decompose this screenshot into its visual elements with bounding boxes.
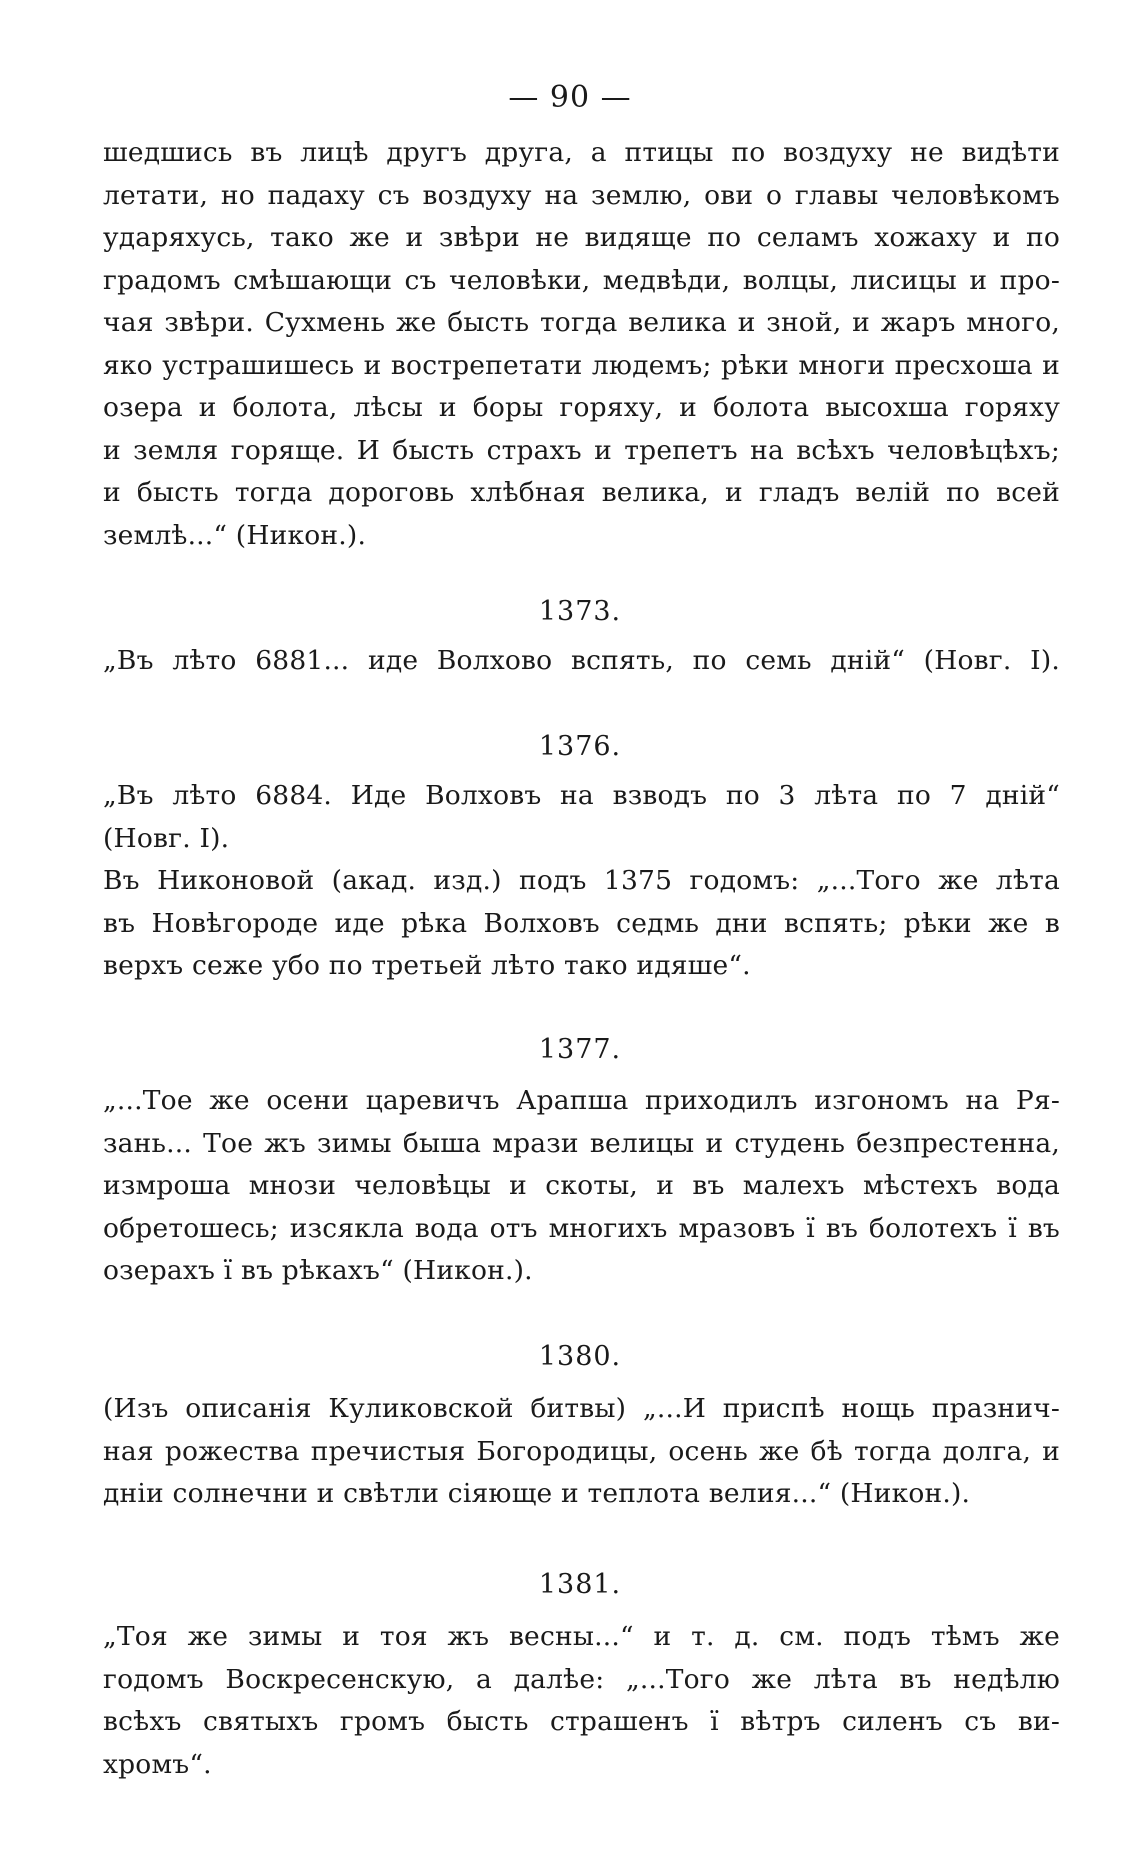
- text-line: ударяхусь, тако же и звѣри не видяще по селамъ хожаху и по: [103, 222, 1060, 253]
- year-heading-1373: 1373.: [538, 596, 622, 627]
- text-line: озера и болота, лѣсы и боры горяху, и болота высохша горяху: [103, 392, 1060, 423]
- year-heading-1376: 1376.: [538, 731, 622, 762]
- text-line: „Тоя же зимы и тоя жъ весны...“ и т. д. см. подъ тѣмъ же: [103, 1621, 1060, 1652]
- text-line: шедшись въ лицѣ другъ друга, а птицы по воздуху не видѣти: [103, 137, 1060, 168]
- paragraph-1373: [103, 640, 1060, 683]
- text-line: озерахъ ї въ рѣкахъ“ (Никон.).: [103, 1255, 533, 1286]
- text-line: Въ Никоновой (акад. изд.) подъ 1375 годомъ: „...Того же лѣта: [103, 865, 1060, 896]
- text-line: яко устрашишесь и вострепетати людемъ; рѣки многи пресхоша и: [103, 349, 1060, 381]
- paragraph-continuation: [103, 132, 1060, 557]
- text-line: „...Тое же осени царевичъ Арапша приходилъ изгономъ на Ря-: [103, 1085, 1060, 1116]
- page-number: — 90 —: [508, 80, 632, 115]
- text-line: годомъ Воскресенскую, а далѣе: „...Того же лѣта въ недѣлю: [103, 1663, 1060, 1695]
- text-line: „Въ лѣто 6881... иде Волхово вспять, по семь дній“ (Новг. I).: [103, 645, 1060, 676]
- text-line: хромъ“.: [103, 1748, 212, 1780]
- text-line: чая звѣри. Сухмень же бысть тогда велика и зной, и жаръ много,: [103, 307, 1060, 338]
- text-line: верхъ сеже убо по третьей лѣто тако идяше“.: [103, 950, 751, 981]
- text-line: (Новг. I).: [103, 822, 230, 854]
- text-line: всѣхъ святыхъ громъ бысть страшенъ ї вѣтръ силенъ съ ви-: [103, 1706, 1060, 1737]
- year-heading-1377: 1377.: [538, 1034, 622, 1065]
- text-line: въ Новѣгороде иде рѣка Волховъ седмь дни вспять; рѣки же в: [103, 907, 1060, 939]
- text-line: (Изъ описанія Куликовской битвы) „...И приспѣ нощь празнич-: [103, 1393, 1060, 1424]
- year-heading-1380: 1380.: [538, 1341, 622, 1372]
- text-line: землѣ...“ (Никон.).: [103, 519, 367, 551]
- paragraph-1376: [103, 775, 1060, 988]
- text-line: зань... Тое жъ зимы быша мрази велицы и студень безпрестенна,: [103, 1127, 1060, 1159]
- text-line: градомъ смѣшающи съ человѣки, медвѣди, волцы, лисицы и про-: [103, 264, 1060, 296]
- text-line: и земля горяще. И бысть страхъ и трепетъ на всѣхъ человѣцѣхъ;: [103, 434, 1060, 466]
- text-line: обретошесь; изсякла вода отъ многихъ мразовъ ї въ болотехъ ї въ: [103, 1212, 1060, 1244]
- text-line: „Въ лѣто 6884. Иде Волховъ на взводъ по 3 лѣта по 7 дній“: [103, 780, 1060, 811]
- year-heading-1381: 1381.: [538, 1569, 622, 1600]
- text-line: и бысть тогда дороговь хлѣбная велика, и гладъ велій по всей: [103, 477, 1060, 508]
- text-line: дніи солнечни и свѣтли сіяюще и теплота велия...“ (Никон.).: [103, 1478, 971, 1509]
- text-line: летати, но падаху съ воздуху на землю, ови о главы человѣкомъ: [103, 179, 1060, 211]
- text-line: ная рожества пречистыя Богородицы, осень же бѣ тогда долга, и: [103, 1435, 1060, 1467]
- paragraph-1377: [103, 1080, 1060, 1293]
- paragraph-1380: [103, 1388, 1060, 1516]
- text-line: измроша мнози человѣцы и скоты, и въ малехъ мѣстехъ вода: [103, 1170, 1060, 1201]
- paragraph-1381: [103, 1616, 1060, 1786]
